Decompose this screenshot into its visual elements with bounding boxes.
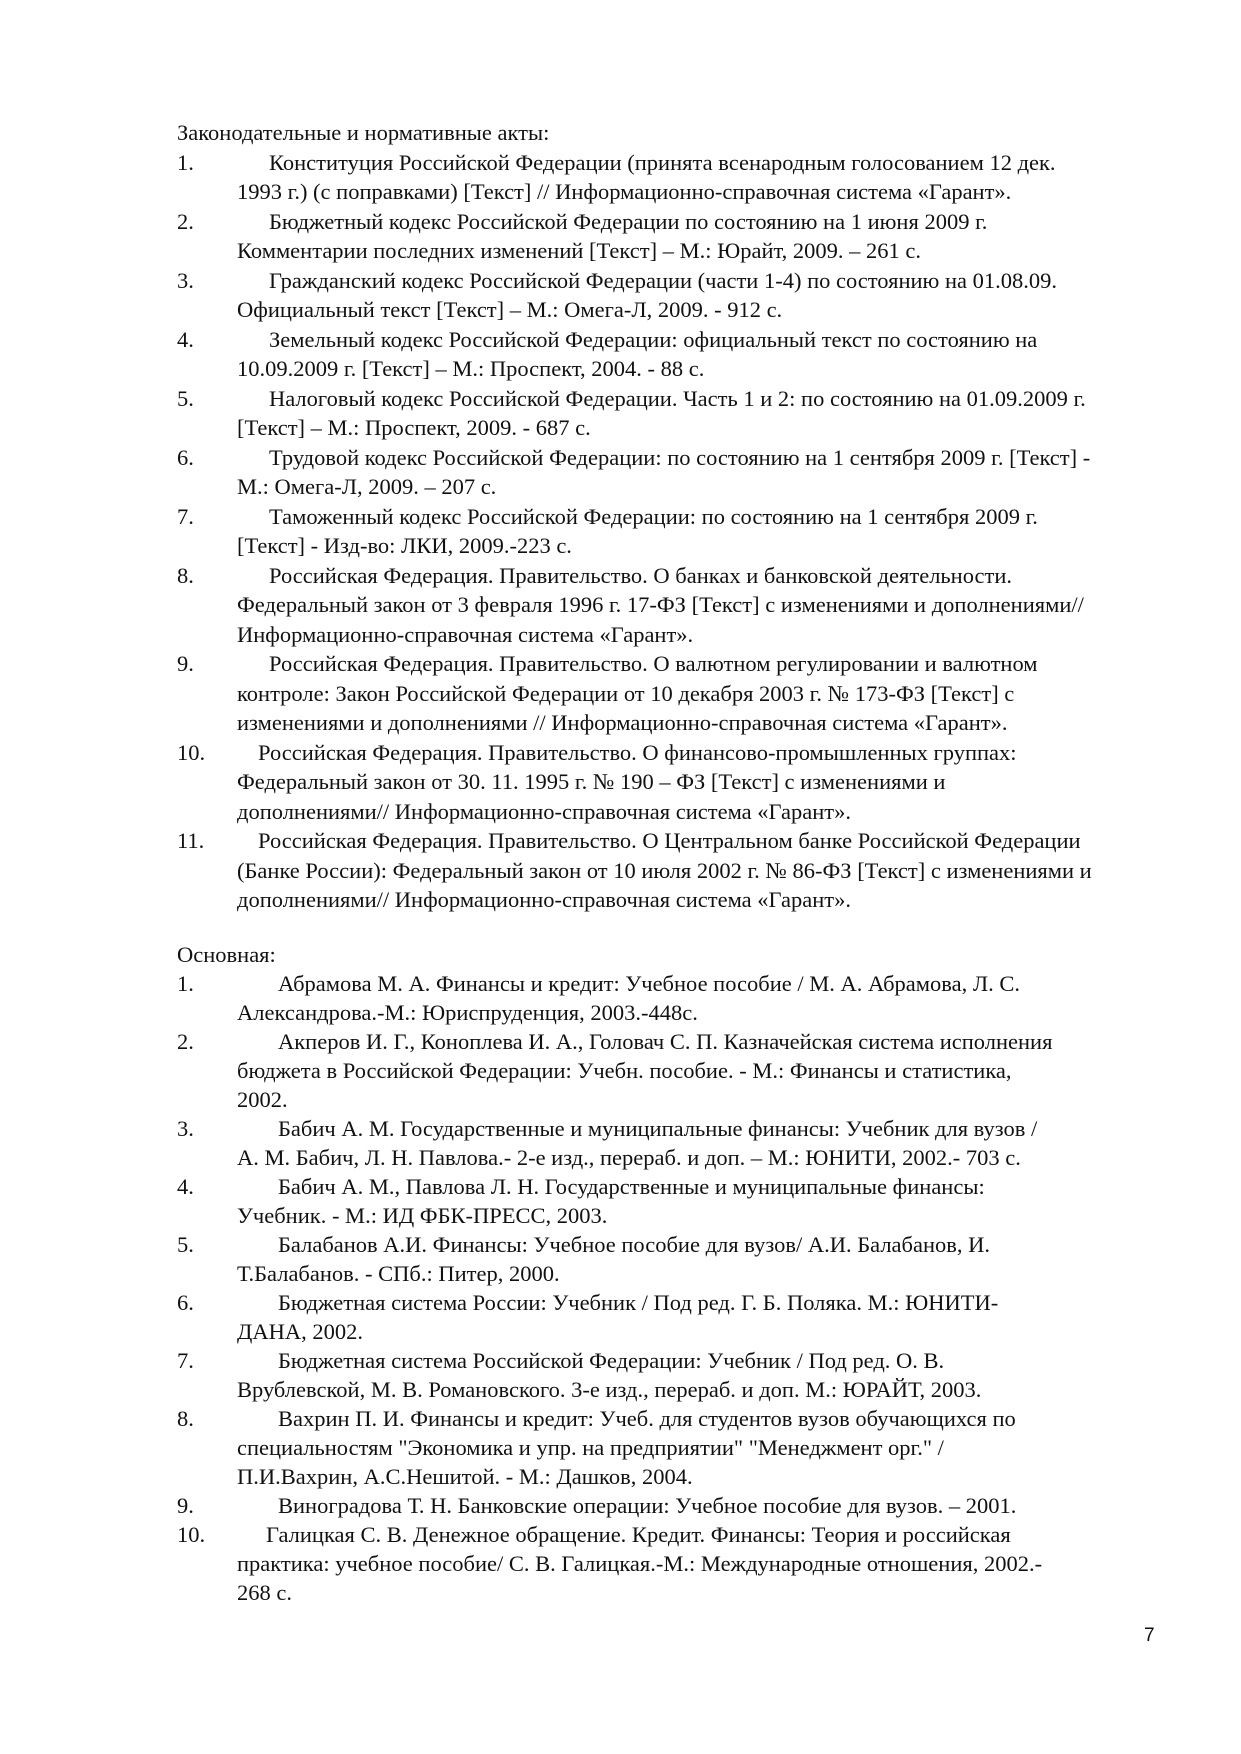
list-item-line [0, 413, 1241, 443]
section-heading: Основная: [177, 942, 276, 967]
section-legislative-acts [0, 118, 1241, 915]
list-item [0, 1404, 1241, 1491]
list-item-line [0, 1143, 1241, 1172]
list-item-line [0, 236, 1241, 266]
list-item-text: Налоговый кодекс Российской Федерации. Часть 1 и 2: по состоянию на 01.09.2009 г. [269, 385, 1086, 411]
list-item-text: Т.Балабанов. - СПб.: Питер, 2000. [237, 1261, 560, 1286]
list-item-line [0, 1462, 1241, 1491]
list-item-text: Федеральный закон от 3 февраля 1996 г. 17-ФЗ [Текст] с изменениями и дополнениями// [237, 592, 1084, 617]
list-item-text: Российская Федерация. Правительство. О банках и банковской деятельности. [269, 562, 1013, 588]
list-item-line [0, 738, 1241, 768]
list-item-text: Учебник. - М.: ИД ФБК-ПРЕСС, 2003. [237, 1203, 608, 1228]
list-item-line [0, 207, 1241, 237]
list-item [0, 1230, 1241, 1288]
list-item-number: 9. [177, 651, 194, 676]
list-item-text: контроле: Закон Российской Федерации от 10 декабря 2003 г. № 173-ФЗ [Текст] с [237, 680, 1015, 706]
list-item-line [0, 266, 1241, 296]
list-item-line [0, 148, 1241, 178]
list-item-line [0, 620, 1241, 650]
list-item-text: Официальный текст [Текст] – М.: Омега-Л, 2009. - 912 с. [237, 297, 783, 322]
list-item-line [0, 590, 1241, 620]
list-item-number: 2. [177, 1029, 194, 1054]
list-item [0, 826, 1241, 915]
list-item-line [0, 1172, 1241, 1201]
list-item-line [0, 797, 1241, 827]
list-item [0, 1288, 1241, 1346]
list-item [0, 502, 1241, 561]
list-item [0, 148, 1241, 207]
list-item-line [0, 969, 1241, 998]
section-main-literature [0, 940, 1241, 1607]
list-item-text: Конституция Российской Федерации (принята всенародным голосованием 12 дек. [269, 149, 1056, 175]
list-item-number: 6. [177, 1290, 194, 1315]
list-item-text: Бюджетная система Российской Федерации: Учебник / Под ред. О. В. [278, 1348, 945, 1373]
list-item-text: А. М. Бабич, Л. Н. Павлова.- 2-е изд., перераб. и доп. – М.: ЮНИТИ, 2002.- 703 с. [237, 1145, 1021, 1170]
list-item [0, 384, 1241, 443]
list-item-text: Александрова.-М.: Юриспруденция, 2003.-448с. [237, 1000, 698, 1025]
list-item-text: 2002. [237, 1087, 288, 1112]
list-item-number: 7. [177, 1348, 194, 1373]
list-item [0, 325, 1241, 384]
list-item-text: Акперов И. Г., Коноплева И. А., Головач С. П. Казначейская система исполнения [278, 1029, 1053, 1054]
list-item [0, 1520, 1241, 1607]
list-item-text: 1993 г.) (с поправками) [Текст] // Информационно-справочная система «Гарант». [237, 179, 1012, 204]
list-item-text: Российская Федерация. Правительство. О финансово-промышленных группах: [258, 739, 1017, 765]
list-item-text: дополнениями// Информационно-справочная система «Гарант». [237, 887, 851, 912]
list-item-number: 4. [177, 326, 194, 352]
list-item-line [0, 885, 1241, 915]
list-item-text: [Текст] - Изд-во: ЛКИ, 2009.-223 с. [237, 533, 572, 558]
list-item [0, 649, 1241, 738]
list-item-line [0, 1114, 1241, 1143]
list-item-line [0, 177, 1241, 207]
list-item-text: дополнениями// Информационно-справочная система «Гарант». [237, 798, 851, 824]
list-item-line [0, 649, 1241, 679]
list-item-line [0, 1578, 1241, 1607]
list-item-line [0, 826, 1241, 856]
list-item-text: Врублевской, М. В. Романовского. 3-е изд., перераб. и доп. М.: ЮРАЙТ, 2003. [237, 1377, 982, 1402]
list-item-line [0, 1549, 1241, 1578]
list-item-number: 6. [177, 444, 194, 470]
list-item [0, 266, 1241, 325]
list-item-line [0, 384, 1241, 414]
list-item-text: изменениями и дополнениями // Информационно-справочная система «Гарант». [237, 710, 1008, 735]
list-item-line [0, 354, 1241, 384]
list-item [0, 1114, 1241, 1172]
list-item-text: Бабич А. М. Государственные и муниципальные финансы: Учебник для вузов / [278, 1116, 1038, 1141]
list-item-number: 8. [177, 1406, 194, 1431]
list-item-text: Вахрин П. И. Финансы и кредит: Учеб. для студентов вузов обучающихся по [278, 1406, 1016, 1431]
list-item-number: 1. [177, 971, 194, 996]
list-item-text: Российская Федерация. Правительство. О валютном регулировании и валютном [269, 651, 1038, 676]
list-item-text: практика: учебное пособие/ С. В. Галицкая.-М.: Международные отношения, 2002.- [237, 1551, 1043, 1576]
list-item-text: П.И.Вахрин, А.С.Нешитой. - М.: Дашков, 2004. [237, 1464, 693, 1489]
list-item [0, 1027, 1241, 1114]
list-item [0, 561, 1241, 650]
list-item [0, 1346, 1241, 1404]
list-item-text: 10.09.2009 г. [Текст] – М.: Проспект, 2004. - 88 с. [237, 356, 705, 381]
list-item-text: Комментарии последних изменений [Текст] – М.: Юрайт, 2009. – 261 с. [237, 238, 921, 263]
list-item-line [0, 472, 1241, 502]
list-item-number: 9. [177, 1493, 194, 1518]
list-item-text: Галицкая С. В. Денежное обращение. Кредит. Финансы: Теория и российская [266, 1522, 1011, 1547]
list-item-text: Трудовой кодекс Российской Федерации: по состоянию на 1 сентября 2009 г. [Текст] - [269, 444, 1091, 470]
list-item-text: Российская Федерация. Правительство. О Центральном банке Российской Федерации [258, 828, 1081, 853]
list-item-line [0, 1288, 1241, 1317]
list-item-line [0, 708, 1241, 738]
list-item-number: 8. [177, 562, 194, 588]
list-item-line [0, 502, 1241, 532]
list-item-line [0, 1520, 1241, 1549]
list-item-line [0, 679, 1241, 709]
list-item [0, 443, 1241, 502]
list-item-text: Бюджетная система России: Учебник / Под ред. Г. Б. Поляка. М.: ЮНИТИ- [278, 1290, 999, 1315]
list-item-text: Таможенный кодекс Российской Федерации: по состоянию на 1 сентября 2009 г. [269, 503, 1038, 529]
list-item-text: бюджета в Российской Федерации: Учебн. пособие. - М.: Финансы и статистика, [237, 1058, 1012, 1083]
list-item-line [0, 1230, 1241, 1259]
list-item-line [0, 325, 1241, 355]
list-item-line [0, 1404, 1241, 1433]
list-item-line [0, 1317, 1241, 1346]
list-item-line [0, 1346, 1241, 1375]
list-item-line [0, 767, 1241, 797]
list-item [0, 969, 1241, 1027]
list-item-text: Бюджетный кодекс Российской Федерации по состоянию на 1 июня 2009 г. [269, 208, 988, 234]
list-item-text: специальностям "Экономика и упр. на предприятии" "Менеджмент орг." / [237, 1435, 944, 1460]
list-item-line [0, 443, 1241, 473]
list-item-number: 2. [177, 208, 194, 234]
list-item-text: (Банке России): Федеральный закон от 10 июля 2002 г. № 86-ФЗ [Текст] с изменениями и [237, 857, 1092, 883]
list-item-number: 3. [177, 1116, 194, 1141]
list-item-number: 10. [177, 739, 206, 765]
list-item-line [0, 1056, 1241, 1085]
list-item-number: 5. [177, 385, 194, 411]
list-item-line [0, 1259, 1241, 1288]
list-item-line [0, 1027, 1241, 1056]
list-item [0, 207, 1241, 266]
list-item-line [0, 1201, 1241, 1230]
list-item [0, 738, 1241, 827]
list-item-number: 7. [177, 503, 194, 529]
list-item-text: Бабич А. М., Павлова Л. Н. Государственные и муниципальные финансы: [278, 1174, 985, 1199]
list-item-line [0, 998, 1241, 1027]
list-item-line [0, 1085, 1241, 1114]
list-item-text: Информационно-справочная система «Гарант». [237, 621, 694, 647]
list-item [0, 1172, 1241, 1230]
list-item [0, 1491, 1241, 1520]
list-item-text: Федеральный закон от 30. 11. 1995 г. № 190 – ФЗ [Текст] с изменениями и [237, 769, 946, 794]
list-item-text: Земельный кодекс Российской Федерации: официальный текст по состоянию на [269, 326, 1038, 352]
list-item-number: 11. [177, 828, 205, 853]
list-item-text: Виноградова Т. Н. Банковские операции: Учебное пособие для вузов. – 2001. [278, 1493, 1017, 1518]
list-item-line [0, 856, 1241, 886]
list-item-text: ДАНА, 2002. [237, 1319, 363, 1344]
list-item-number: 5. [177, 1232, 194, 1257]
list-item-text: М.: Омега-Л, 2009. – 207 с. [237, 474, 497, 499]
list-item-line [0, 561, 1241, 591]
list-item-line [0, 1491, 1241, 1520]
page-number: 7 [1144, 1625, 1155, 1646]
list-item-number: 3. [177, 267, 194, 293]
list-item-line [0, 1375, 1241, 1404]
section-heading: Законодательные и нормативные акты: [177, 120, 550, 145]
list-item-number: 1. [177, 149, 194, 175]
list-item-text: Абрамова М. А. Финансы и кредит: Учебное пособие / М. А. Абрамова, Л. С. [278, 971, 1020, 996]
list-item-line [0, 1433, 1241, 1462]
list-item-text: 268 с. [237, 1580, 292, 1605]
list-item-line [0, 295, 1241, 325]
list-item-line [0, 531, 1241, 561]
list-item-text: [Текст] – М.: Проспект, 2009. - 687 с. [237, 415, 591, 440]
list-item-text: Балабанов А.И. Финансы: Учебное пособие для вузов/ А.И. Балабанов, И. [278, 1232, 991, 1257]
list-item-number: 4. [177, 1174, 194, 1199]
list-item-number: 10. [177, 1522, 206, 1547]
list-item-text: Гражданский кодекс Российской Федерации (части 1-4) по состоянию на 01.08.09. [269, 267, 1058, 293]
